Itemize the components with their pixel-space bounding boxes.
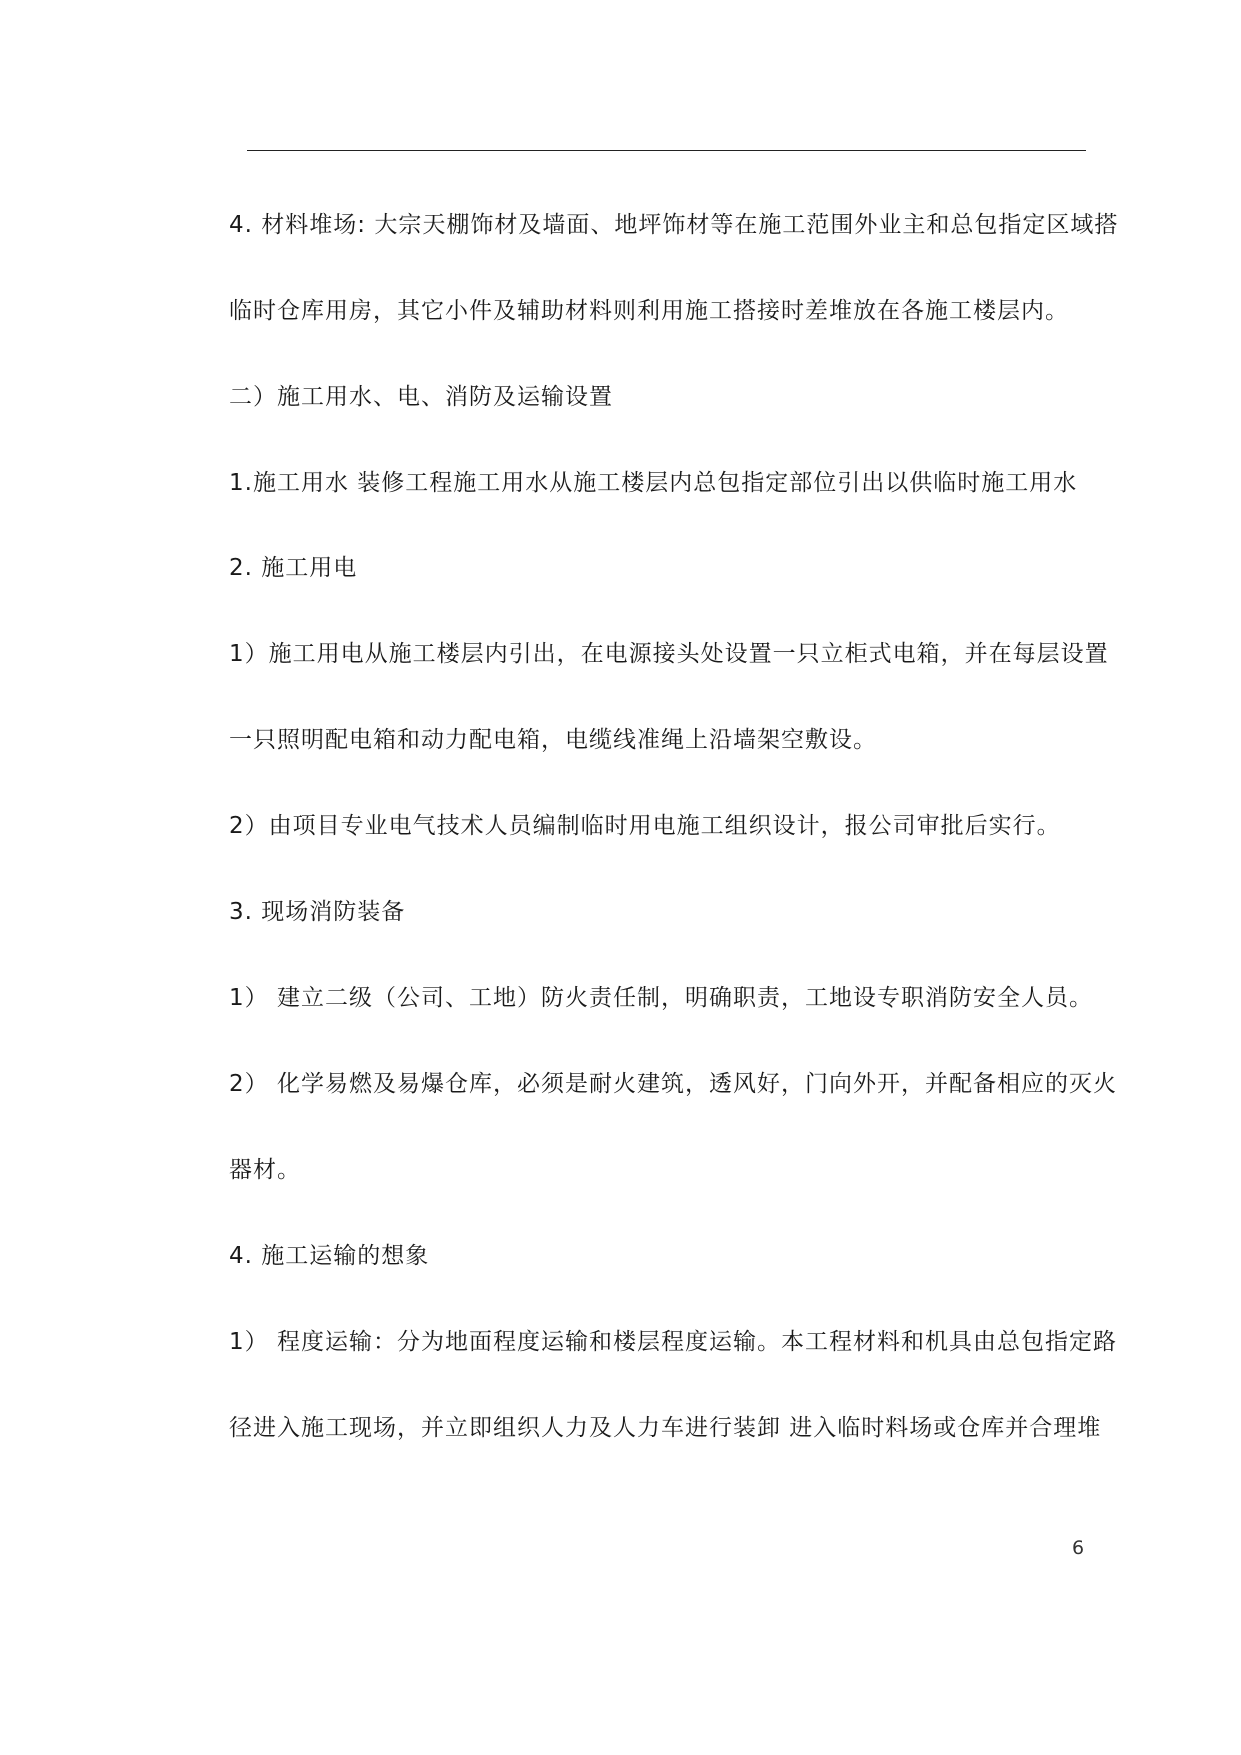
text-line: 2） 化学易燃及易爆仓库，必须是耐火建筑，透风好，门向外开，并配备相应的灭火 bbox=[229, 1071, 1117, 1097]
text-line: 1.施工用水 装修工程施工用水从施工楼层内总包指定部位引出以供临时施工用水 bbox=[229, 470, 1078, 496]
text-line: 器材。 bbox=[229, 1157, 301, 1183]
text-line: 一只照明配电箱和动力配电箱，电缆线准绳上沿墙架空敷设。 bbox=[229, 727, 877, 753]
text-line: 1） 建立二级（公司、工地）防火责任制，明确职责，工地设专职消防安全人员。 bbox=[229, 985, 1093, 1011]
header-rule bbox=[247, 150, 1086, 151]
page-number: 6 bbox=[1072, 1537, 1085, 1559]
subsection-heading: 2. 施工用电 bbox=[229, 555, 358, 581]
section-heading: 二）施工用水、电、消防及运输设置 bbox=[229, 384, 613, 410]
text-line: 临时仓库用房，其它小件及辅助材料则利用施工搭接时差堆放在各施工楼层内。 bbox=[229, 298, 1069, 324]
text-line: 1） 程度运输：分为地面程度运输和楼层程度运输。本工程材料和机具由总包指定路 bbox=[229, 1329, 1117, 1355]
subsection-heading: 4. 施工运输的想象 bbox=[229, 1243, 430, 1269]
subsection-heading: 3. 现场消防装备 bbox=[229, 899, 406, 925]
text-line: 4. 材料堆场: 大宗天棚饰材及墙面、地坪饰材等在施工范围外业主和总包指定区域搭 bbox=[229, 212, 1119, 238]
text-line: 1）施工用电从施工楼层内引出，在电源接头处设置一只立柜式电箱，并在每层设置 bbox=[229, 641, 1109, 667]
text-line: 径进入施工现场，并立即组织人力及人力车进行装卸 进入临时料场或仓库并合理堆 bbox=[229, 1415, 1102, 1441]
text-line: 2）由项目专业电气技术人员编制临时用电施工组织设计，报公司审批后实行。 bbox=[229, 813, 1061, 839]
